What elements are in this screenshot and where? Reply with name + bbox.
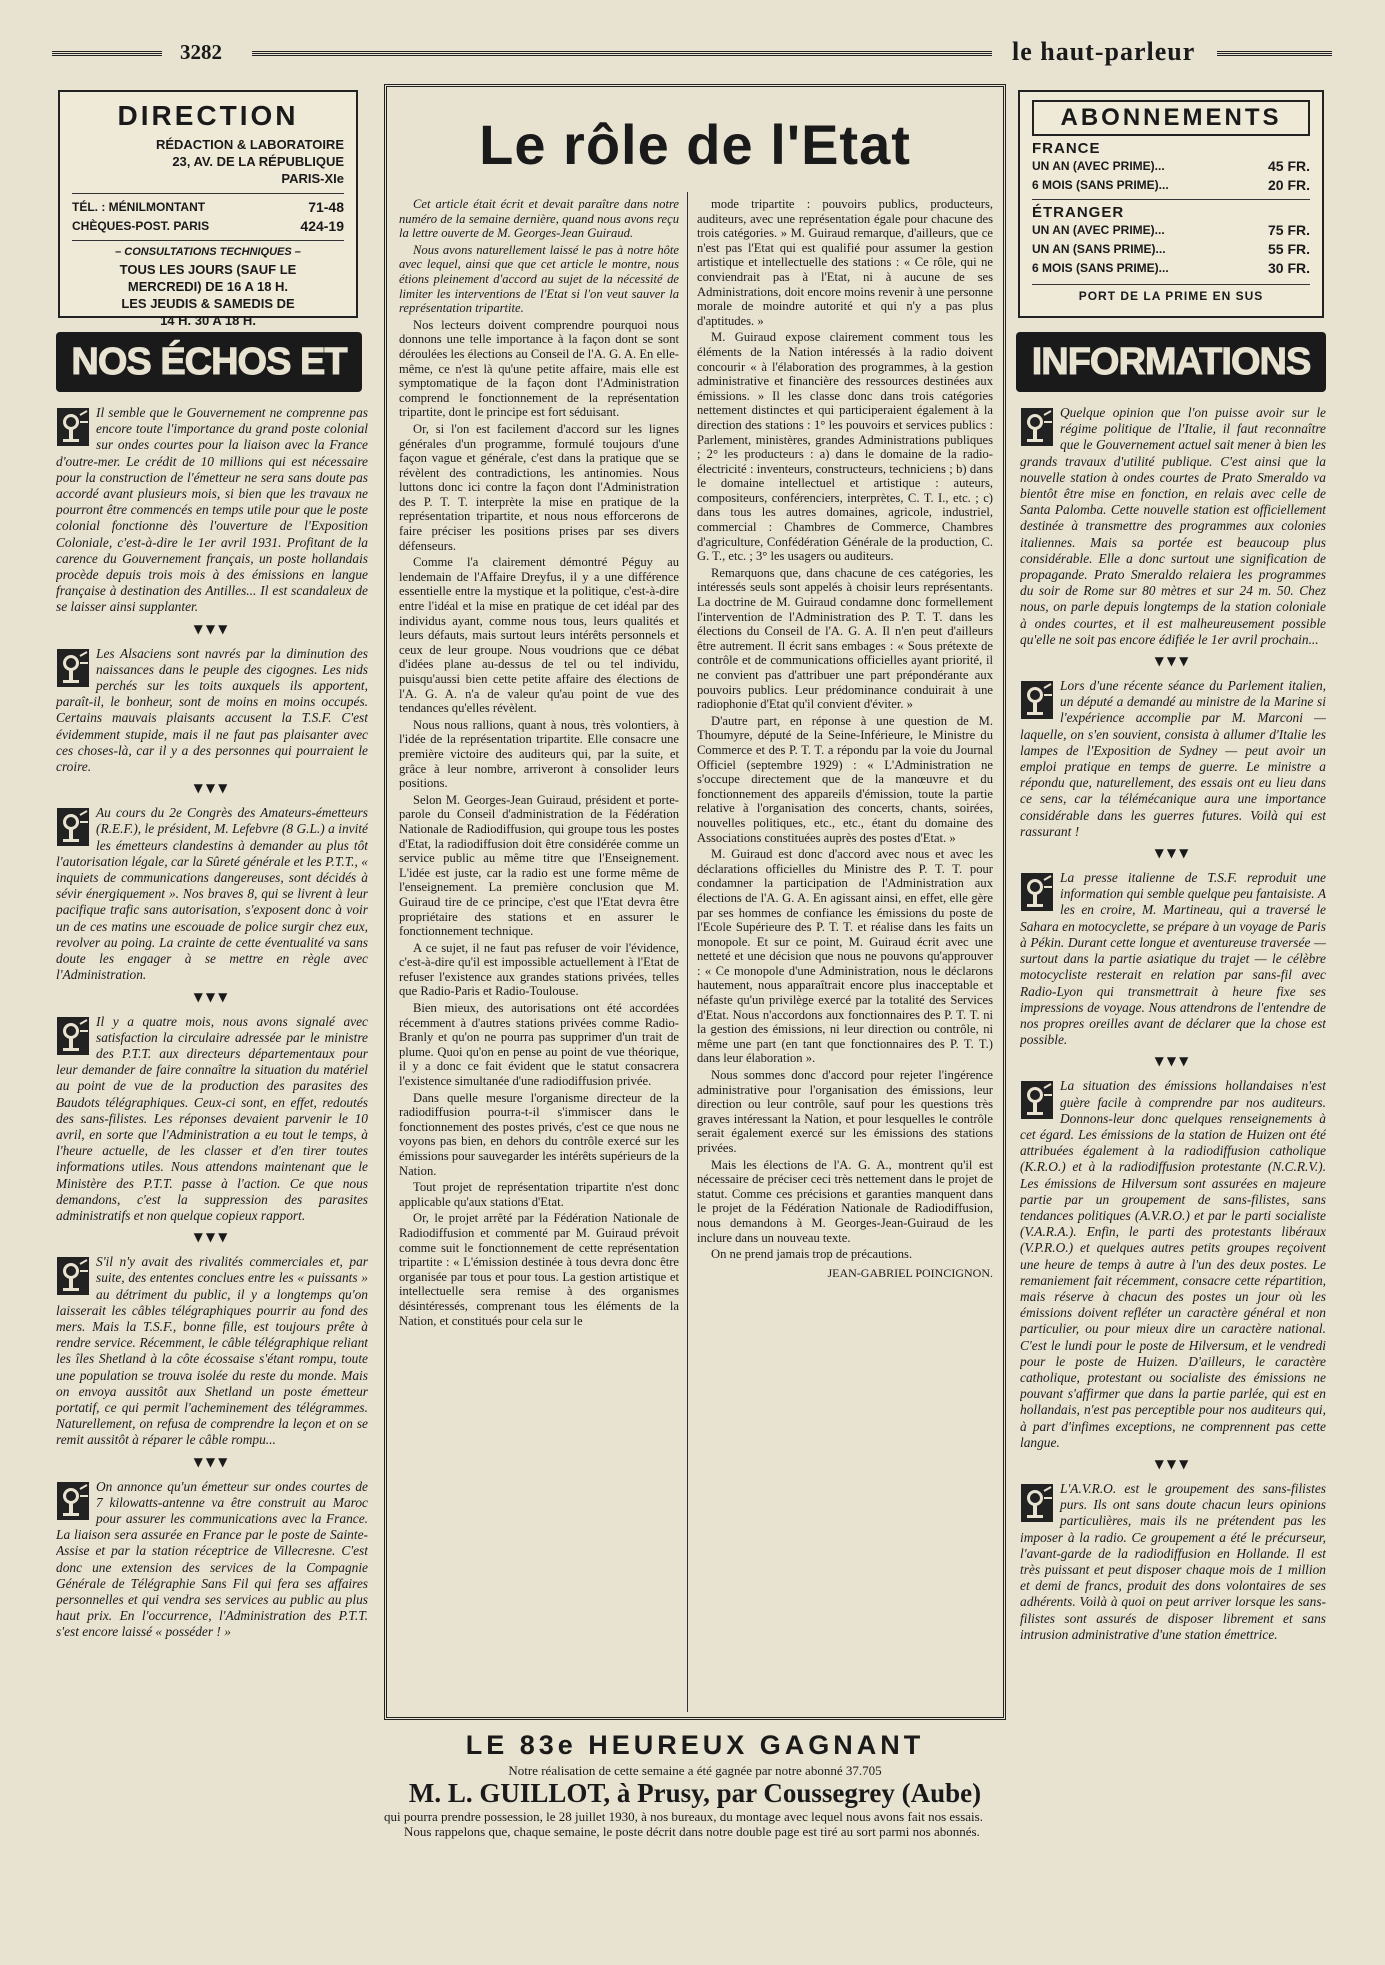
page-number: 3282: [180, 40, 222, 64]
abonnements-box: [1018, 90, 1324, 318]
price-label: 6 MOIS (SANS PRIME)...: [1032, 178, 1169, 192]
price-row: [1032, 176, 1310, 195]
microphone-icon: [1020, 680, 1054, 720]
price-label: UN AN (AVEC PRIME)...: [1032, 223, 1165, 237]
direction-line1: RÉDACTION & LABORATOIRE: [155, 137, 344, 152]
article-paragraph: D'autre part, en réponse à une question de M. Thoumyre, député de la Seine-Inférieure, le Ministre du Commerce et des P. T. T. a répondu par la voie du Journal Officiel (septembre 1929) : « L'Administration ne s'occupe directement que de la manœuvre et du fonctionnement des appareils d'émission, toute la partie relative à l'organisation des concerts, chants, soirées, nouvelles politiques, etc., etc., étant du domaine des Associations constituées auprès des postes d'Etat. »: [697, 713, 993, 845]
article-paragraph: Nos lecteurs doivent comprendre pourquoi nous donnons une telle importance à la façon dont se sont déroulées les élections au Conseil de l'A. G. A. En elle-même, ce n'est là qu'une petite affaire, mais elle est symptomatique de la façon dont l'Administration comprend le fonctionnement de la représentation tripartite, dont le principe est fort séduisant.: [399, 317, 679, 420]
price-amount: 55 FR.: [1267, 241, 1310, 257]
article-paragraph: Or, le projet arrêté par la Fédération Nationale de Radiodiffusion et commenté par M. Guiraud prévoit comme suit le fonctionnement de cette représentation tripartite : « L'émission destinée à tous devra donc être organisée par tous et pour tous. La gestion artistique et intellectuelle sera remise à des organismes désintéressés, comprenant tous les éléments de la Nation, et constitués pour cela sur le: [399, 1211, 679, 1328]
news-item-text: Lors d'une récente séance du Parlement italien, un député a demandé au ministre de la Marine si l'expérience accomplie par M. Marconi — laquelle, on s'en souvient, consista à allumer d'Italie les lampes de l'Exposition de Sydney — peut avoir un emploi pratique en temps de guerre. Le ministre a répondu que, naturellement, des essais ont eu lieu dans ce sens, car la télémécanique aura une importance considérable dans les guerres futures. Voilà qui est rassurant !: [1020, 678, 1326, 839]
consult-line2: MERCREDI) DE 16 A 18 H.: [127, 279, 289, 294]
price-amount: 20 FR.: [1267, 177, 1310, 193]
article-signature: JEAN-GABRIEL POINCIGNON.: [827, 1265, 993, 1280]
consult-title: – CONSULTATIONS TECHNIQUES –: [115, 246, 301, 258]
news-item: [56, 805, 368, 983]
article-paragraph: Bien mieux, des autorisations ont été accordées récemment à d'autres stations privées comme Radio-Branly et qu'on ne pourra pas supprimer d'un trait de plume. Quoi qu'on en pense au point de vue théorique, il y a donc ce fait évident que le statut consacrera l'existence simultanée d'une radiodiffusion privée.: [399, 1001, 679, 1089]
news-item: [56, 1254, 368, 1448]
item-separator: ▼▼▼: [1154, 1456, 1192, 1471]
news-item: [56, 1014, 368, 1225]
article-paragraph: Remarquons que, dans chacune de ces catégories, les intéressés seuls sont appelés à choisir leurs représentants. La doctrine de M. Guiraud condamne donc formellement l'intervention de l'Administration des P. T. T. dans les élections du Conseil de l'A. G. A. Il n'en peut d'ailleurs être autrement. Il écrit sans embages : « Sous prétexte de contrôle et de communications officielles ayant priorité, il ne convient pas d'attribuer une part prépondérante aux pouvoirs publics. Leur prédominance conduirait à une radiophonie d'Etat qu'il convient d'éviter. »: [697, 565, 993, 712]
news-item-text: Quelque opinion que l'on puisse avoir sur le régime politique de l'Italie, il faut reconnaître que le Gouvernement actuel sait mener à bien les grands travaux d'utilité publique. C'est ainsi que la nouvelle station à ondes courtes de Prato Smeraldo va bientôt être mise en fonction, en relais avec celle de Santa Palomba. Cette nouvelle station est officiellement destinée à transmettre des programmes aux colonies italiennes. Mais sa portée est beaucoup plus considérable. Elle a donc surtout une signification de propagande. Prato Smeraldo relaiera les programmes du soir de Rome sur 80 mètres et sur 24 m. 50. Chez nous, on parle depuis longtemps de la station coloniale à ondes courtes, et il est malheureusement possible qu'elle ne soit pas encore édifiée le 1er avril prochain...: [1020, 405, 1326, 647]
price-row: [1032, 240, 1310, 259]
price-label: 6 MOIS (SANS PRIME)...: [1032, 261, 1169, 275]
winner-name: M. L. GUILLOT, à Prusy, par Coussegrey (Aube): [408, 1778, 982, 1808]
price-row: [1032, 259, 1310, 278]
item-separator: ▼▼▼: [1154, 654, 1192, 669]
news-item-text: L'A.V.R.O. est le groupement des sans-filistes purs. Ils ont sans doute chacun leurs opinions particulières, mais ils ne prétendent pas les imposer à la radio. Ce groupement a été le précurseur, l'avant-garde de la radiodiffusion en Hollande. Il est très puissant et peut disposer chaque mois de 1 million et demi de francs, produit des dons volontaires de ses adhérents. Voilà à quoi on peut arriver lorsque les sans-filistes sont assurés de disposer librement et sans intrusion administrative d'une station émettrice.: [1020, 1480, 1326, 1642]
direction-title: DIRECTION: [117, 100, 299, 131]
article-paragraph: mode tripartite : pouvoirs publics, producteurs, auditeurs, avec une représentation égale pour chacune des trois catégories. » M. Guiraud remarque, d'ailleurs, que ce n'est pas l'Etat qui est qualifié pour assumer la gestion artistique et intellectuelle des stations : « Ce rôle, qui ne conviendrait pas à l'Etat, ni à aucune de ses Administrations, doit encore moins revenir à une personne morale de moindre autorité et qui n'y a pas plus d'aptitudes. »: [697, 197, 993, 328]
banner-informations: INFORMATIONS: [1016, 332, 1326, 392]
news-item-text: Les Alsaciens sont navrés par la diminution des naissances dans le peuple des cigognes. Les nids perchés sur les toits auxquels ils apportent, paraît-il, le bonheur, sont de moins en moins occupés. Certains mauvais plaisants accusent la T.S.F. C'est évidemment stupide, mais il ne faut pas plaisanter avec ces choses-là, car il y a des personnes qui pourraient le croire.: [56, 645, 368, 775]
winner-title: LE 83e HEUREUX GAGNANT: [465, 1730, 925, 1760]
news-item-text: La presse italienne de T.S.F. reproduit une information qui semble quelque peu fantaisiste. A les en croire, M. Martineau, qui a traversé le Sahara en motocyclette, se prépare à un voyage de Paris à Pékin. Durant cette longue et aventureuse traversée — surtout dans la partie asiatique du trajet — le célèbre motocycliste resterait en relation par sans-fil avec Radio-Lyon qui transmettrait à heure fixe ses impressions de voyage. Nous attendrons de l'entendre de nos propres oreilles avant de déclarer que la chose est possible.: [1020, 870, 1326, 1048]
news-item: [56, 646, 368, 776]
article-paragraph: Comme l'a clairement démontré Péguy au lendemain de l'Affaire Dreyfus, il y a une différence essentielle entre la mystique et la politique, c'est-à-dire entre l'idéal et la mise en pratique de cet idéal par des individus ayant, comme nous tous, leurs qualités et leurs défauts, mais surtout leurs intérêts personnels et ceux de leur groupe. Nous voudrions que ce débat d'idées plane au-dessus de tel ou tel individu, puisqu'aussi bien cette petite affaire des élections de l'A. G. A. n'a de valeur qu'au point de vue des tendances qu'elles révèlent.: [399, 555, 679, 716]
article-paragraph: Nous sommes donc d'accord pour rejeter l'ingérence administrative pour l'organisation des émissions, leur direction ou leur contrôle, sauf pour les questions très graves intéressant la Nation, et pour lesquelles le contrôle serait également exercé sur les émissions des stations privées.: [697, 1068, 993, 1155]
microphone-icon: [1020, 1483, 1054, 1523]
news-item: [1020, 405, 1326, 648]
article-paragraph: Tout projet de représentation tripartite n'est donc applicable qu'aux stations d'Etat.: [399, 1180, 679, 1209]
article-paragraph: Selon M. Georges-Jean Guiraud, président et porte-parole du Conseil d'administration de la Fédération Nationale de Radiodiffusion, qui groupe tous les postes d'Etat, la radiodiffusion doit être considérée comme un service public au même titre que l'Enseignement. L'idée est juste, car la radio est une forme même de l'enseignement. La première conclusion que M. Guiraud tire de ce principe, c'est que l'Etat devra être propriétaire des stations et en assurer le fonctionnement technique.: [399, 792, 679, 939]
price-row: [1032, 221, 1310, 240]
tel-row: [72, 198, 344, 217]
winner-line1: Notre réalisation de cette semaine a été gagnée par notre abonné 37.705: [508, 1763, 882, 1778]
article-paragraph: Mais les élections de l'A. G. A., montrent qu'il est nécessaire de préciser ceci très nettement dans le projet de statut. Comme ces précisions et garanties manquent dans le projet de la Fédération Nationale de Radiodiffusion, nous demandons à M. Georges-Jean-Guiraud de les inclure dans un nouveau texte.: [697, 1157, 993, 1245]
consult-line1: TOUS LES JOURS (SAUF LE: [119, 262, 297, 277]
header-rule-middle: [252, 50, 992, 56]
news-item: [56, 1479, 368, 1641]
winner-line2: qui pourra prendre possession, le 28 juillet 1930, à nos bureaux, du montage avec lequel nous avons fait nos essais.: [384, 1809, 983, 1824]
cheques-value: 424-19: [300, 218, 344, 234]
item-separator: ▼▼▼: [193, 781, 231, 796]
microphone-icon: [56, 648, 90, 688]
article-paragraph: Nous avons naturellement laissé le pas à notre hôte avec lequel, ainsi que que cet article le montre, nous étions pleinement d'accord au sujet de la nécessité de limiter les interventions de l'Etat si l'on veut sauver la représentation tripartite.: [399, 242, 679, 316]
price-label: UN AN (AVEC PRIME)...: [1032, 159, 1165, 173]
microphone-icon: [56, 407, 90, 447]
news-item: [1020, 1481, 1326, 1643]
article-paragraph: Or, si l'on est facilement d'accord sur les lignes générales d'un programme, formulé toujours d'une façon vague et générale, c'est dans la pratique que se révèlent des contradictions, les antinomies. Nous luttons donc ici contre la façon dont l'Administration des P. T. T. interprète la mise en pratique de la représentation tripartite, et nous nous efforcerons de faire préciser les positions prises par ses divers défenseurs.: [399, 421, 679, 553]
banner-nos-echos: NOS ÉCHOS ET: [56, 332, 362, 392]
news-item-text: Il y a quatre mois, nous avons signalé avec satisfaction la circulaire adressée par le ministre des P.T.T. aux directeurs départementaux pour leur demander de faire connaître la situation du matériel au point de vue de la production des parasites des Baudots télégraphiques. Ceux-ci sont, en effet, redoutés des sans-filistes. Les réponses devaient parvenir le 10 avril, en sorte que l'Administration a eu tout le temps, à l'heure actuelle, de les classer et d'en tirer toutes informations utiles. Nous attendons maintenant que le Ministère des P.T.T. passe à l'action. Ce que nous demandons, c'est la suppression des parasites administratifs et non quelque copieux rapport.: [56, 1013, 368, 1223]
item-separator: ▼▼▼: [193, 989, 231, 1004]
news-item: [1020, 678, 1326, 840]
etranger-price-list: [1032, 221, 1310, 278]
abonnements-footer: PORT DE LA PRIME EN SUS: [1032, 284, 1310, 303]
etranger-label: ÉTRANGER: [1032, 204, 1125, 221]
item-separator: ▼▼▼: [193, 1454, 231, 1469]
news-item: [1020, 870, 1326, 1048]
direction-line2: 23, AV. DE LA RÉPUBLIQUE: [172, 154, 344, 169]
france-price-list: [1032, 157, 1310, 195]
column-divider: [687, 192, 688, 1712]
cheques-label: CHÈQUES-POST. PARIS: [72, 219, 210, 233]
microphone-icon: [1020, 872, 1054, 912]
france-label: FRANCE: [1032, 140, 1101, 157]
direction-box: [58, 90, 358, 328]
news-item-text: Il semble que le Gouvernement ne comprenne pas encore toute l'importance du grand poste colonial sur ondes courtes pour la liaison avec la France d'outre-mer. Le crédit de 10 millions qui est nécessaire pour la construction de l'émetteur ne sera sans doute pas accordé avant plusieurs mois, si bien que les travaux ne pourront être commencés en temps utile pour que le poste colonial fonctionne dès l'ouverture de l'Exposition Coloniale, c'est-à-dire le 1er avril 1931. Profitant de la carence du Gouvernement français, un poste hollandais procède depuis trois mois à des émissions en langue française à destination des Antilles... Il est scandaleux de se laisser ainsi supplanter.: [56, 405, 368, 615]
microphone-icon: [1020, 1080, 1054, 1120]
article-paragraph: A ce sujet, il ne faut pas refuser de voir l'évidence, c'est-à-dire qu'il est impossible actuellement à l'Etat de refuser l'existence aux grandes stations privées, telles que Radio-Paris et Radio-Toulouse.: [399, 940, 679, 999]
article-paragraph: Nous nous rallions, quant à nous, très volontiers, à l'idée de la représentation tripartite. Elle consacre une première victoire des auditeurs qui, par la suite, et grâce à leur nombre, arriveront à consolider leurs positions.: [399, 717, 679, 791]
header-rule-left: [52, 50, 162, 56]
abonnements-title: ABONNEMENTS: [1032, 100, 1310, 136]
microphone-icon: [56, 1481, 90, 1521]
article-paragraph: M. Guiraud expose clairement comment tous les éléments de la Nation intéressés à la radio doivent concourir « à l'élaboration des programmes, à la gestion administrative et financière des ressources destinées aux émissions. » Il les classe donc dans trois catégories nettement distinctes et qui participeraient également à la direction des stations : 1° les pouvoirs et services publics : Parlement, ministères, grandes Administrations publiques ; 2° les producteurs : a) dans le domaine de la radio-électricité : inventeurs, constructeurs, techniciens ; b) dans le domaine intellectuel et artistique : auteurs, compositeurs, conférenciers, interprètes, C. T. I., etc. ; c) dans tous les autres domaines, agricole, industriel, commercial : Chambres de Commerce, Chambres d'agriculture, Confédération Générale de la production, C. G. T., etc. ; 3° les usagers ou auditeurs.: [697, 330, 993, 564]
article-column-1: [399, 197, 679, 1717]
microphone-icon: [56, 807, 90, 847]
item-separator: ▼▼▼: [193, 1230, 231, 1245]
consult-line4: 14 H. 30 A 18 H.: [160, 313, 256, 328]
masthead: le haut-parleur: [1012, 37, 1196, 66]
item-separator: ▼▼▼: [1154, 1054, 1192, 1069]
direction-line3: PARIS-XIe: [281, 171, 344, 186]
left-echos-column: [56, 405, 368, 1865]
article-title: Le rôle de l'Etat: [479, 113, 911, 176]
news-item-text: La situation des émissions hollandaises n'est guère facile à comprendre par nos auditeurs. Donnons-leur donc quelques renseignements à cet égard. Les émissions de la station de Huizen ont été attribuées également à la radiodiffusion catholique (K.R.O.) et à la radiodiffusion protestante (N.C.R.V.). Les émissions de Hilversum sont assurées en majeure partie par un groupement de sans-filistes, sans tendances politiques (A.V.R.O.) et par le parti socialiste (V.A.R.A.). Enfin, le parti des protestants libéraux (V.P.R.O.) et quelques autres petits groupes reçoivent une heure de temps à autre à l'un des deux postes. Le remaniement fait récemment, consacre cette répartition, mais réserve à chacun des postes un jour où les émissions doivent refléter un caractère général et non particulier, ou pour mieux dire un caractère national. C'est le lundi pour le poste de Hilversum, et le vendredi pour le poste de Huizen. D'ailleurs, le caractère catholique, protestant ou socialiste des émissions ne pouvant s'affirmer que dans la partie parlée, qui est en hollandais, n'est pas perceptible pour nos auditeurs qui, à part d'infimes exceptions, ne comprennent pas cette langue.: [1020, 1078, 1326, 1450]
price-amount: 75 FR.: [1267, 222, 1310, 238]
item-separator: ▼▼▼: [1154, 846, 1192, 861]
news-item-text: Au cours du 2e Congrès des Amateurs-émetteurs (R.E.F.), le président, M. Lefebvre (8 G.L.) a invité les émetteurs clandestins à demander au plus tôt l'autorisation légale, car la Sûreté générale et les P.T.T., « inquiets de communications dangereuses, sont décidés à sévir énergiquement ». Nos braves 8, qui se livrent à leur pacifique trafic sans autorisation, s'exposent donc à voir un de ces matins une escouade de police surgir chez eux, revolver au poing. La crainte de cette éventualité va sans doute les engager à se mettre en règle avec l'Administration.: [56, 805, 368, 983]
consult-line3: LES JEUDIS & SAMEDIS DE: [121, 296, 295, 311]
right-informations-column: [1020, 405, 1326, 1885]
price-label: UN AN (SANS PRIME)...: [1032, 242, 1166, 256]
news-item: [56, 405, 368, 616]
tel-label: TÉL. : MÉNILMONTANT: [72, 200, 206, 214]
price-amount: 45 FR.: [1267, 158, 1310, 174]
article-paragraph: On ne prend jamais trop de précautions.: [711, 1247, 913, 1262]
microphone-icon: [56, 1016, 90, 1056]
price-row: [1032, 157, 1310, 176]
news-item-text: S'il n'y avait des rivalités commerciales et, par suite, des ententes conclues entre les « puissants » au détriment du public, il y a longtemps qu'on laisserait les câbles télégraphiques pourrir au fond des mers. Mais la T.S.F., bonne fille, est toujours prête à rendre service. Récemment, le câble télégraphique reliant les îles Shetland à la côte écossaise s'étant rompu, toute une population se trouva isolée du reste du monde. Mais on envoya aussitôt aux Shetland un poste émetteur portatif, ce qui permit l'acheminement des télégrammes. Naturellement, on refusa de comprendre la leçon et on se remit aussitôt à réparer le câble rompu...: [56, 1254, 368, 1448]
cheques-row: [72, 217, 344, 236]
winner-line3: Nous rappelons que, chaque semaine, le poste décrit dans notre double page est tiré au sort parmi nos abonnés.: [404, 1824, 980, 1839]
article-paragraph: M. Guiraud est donc d'accord avec nous et avec les déclarations officielles du Ministre des P. T. T. pour condamner la participation de l'Administration aux élections de l'A. G. A. En agissant ainsi, en effet, elle gère par ses hommes de confiance les émissions du poste de l'Ecole Supérieure des P. T. T. et réalise dans les faits un monopole. Et sur ce point, M. Guiraud écrit avec une netteté et une décision que nous ne pouvons qu'approuver : « Ce monopole d'une Administration, nous le déclarons hautement, nous apparaîtrait encore plus inacceptable et néfaste qu'un privilège exercé par la totalité des Services d'Etat. Nous n'accordons aux fonctionnaires des P. T. T. ni la gestion des émissions, ni leur direction ou contrôle, ni même une part (en tant que fonctionnaires des P. T. T.) dans leur élaboration ».: [697, 847, 993, 1066]
winner-block: [384, 1730, 1006, 1880]
microphone-icon: [1020, 407, 1054, 447]
article-column-2: [697, 197, 993, 1717]
header-rule-right: [1217, 50, 1332, 56]
microphone-icon: [56, 1256, 90, 1296]
page-header: [52, 37, 1332, 70]
article-paragraph: Dans quelle mesure l'organisme directeur de la radiodiffusion pourra-t-il s'immiscer dans le fonctionnement des postes privés, c'est ce que nous ne voyons pas bien, en dehors du contrôle exercé sur les émissions pour sauvegarder les intérêts supérieurs de la Nation.: [399, 1090, 679, 1178]
price-amount: 30 FR.: [1267, 260, 1310, 276]
news-item-text: On annonce qu'un émetteur sur ondes courtes de 7 kilowatts-antenne va être construit au Maroc pour assurer les communications avec la France. La liaison sera assurée en France par le poste de Sainte-Assise et par la station réceptrice de Villecresne. C'est donc une extension des services de la Compagnie Générale de Télégraphie Sans Fil qui fera ses affaires personnelles et qui vendra ses services au public au plus haut prix. En l'occurrence, l'Administration des P.T.T. s'est encore laissé « posséder ! »: [56, 1478, 368, 1640]
item-separator: ▼▼▼: [193, 621, 231, 636]
news-item: [1020, 1078, 1326, 1451]
article-frame: [384, 84, 1006, 1720]
article-paragraph: Cet article était écrit et devait paraître dans notre numéro de la semaine dernière, quand nous avons reçu la lettre ouverte de M. Georges-Jean Guiraud.: [399, 197, 679, 241]
tel-value: 71-48: [308, 199, 344, 215]
